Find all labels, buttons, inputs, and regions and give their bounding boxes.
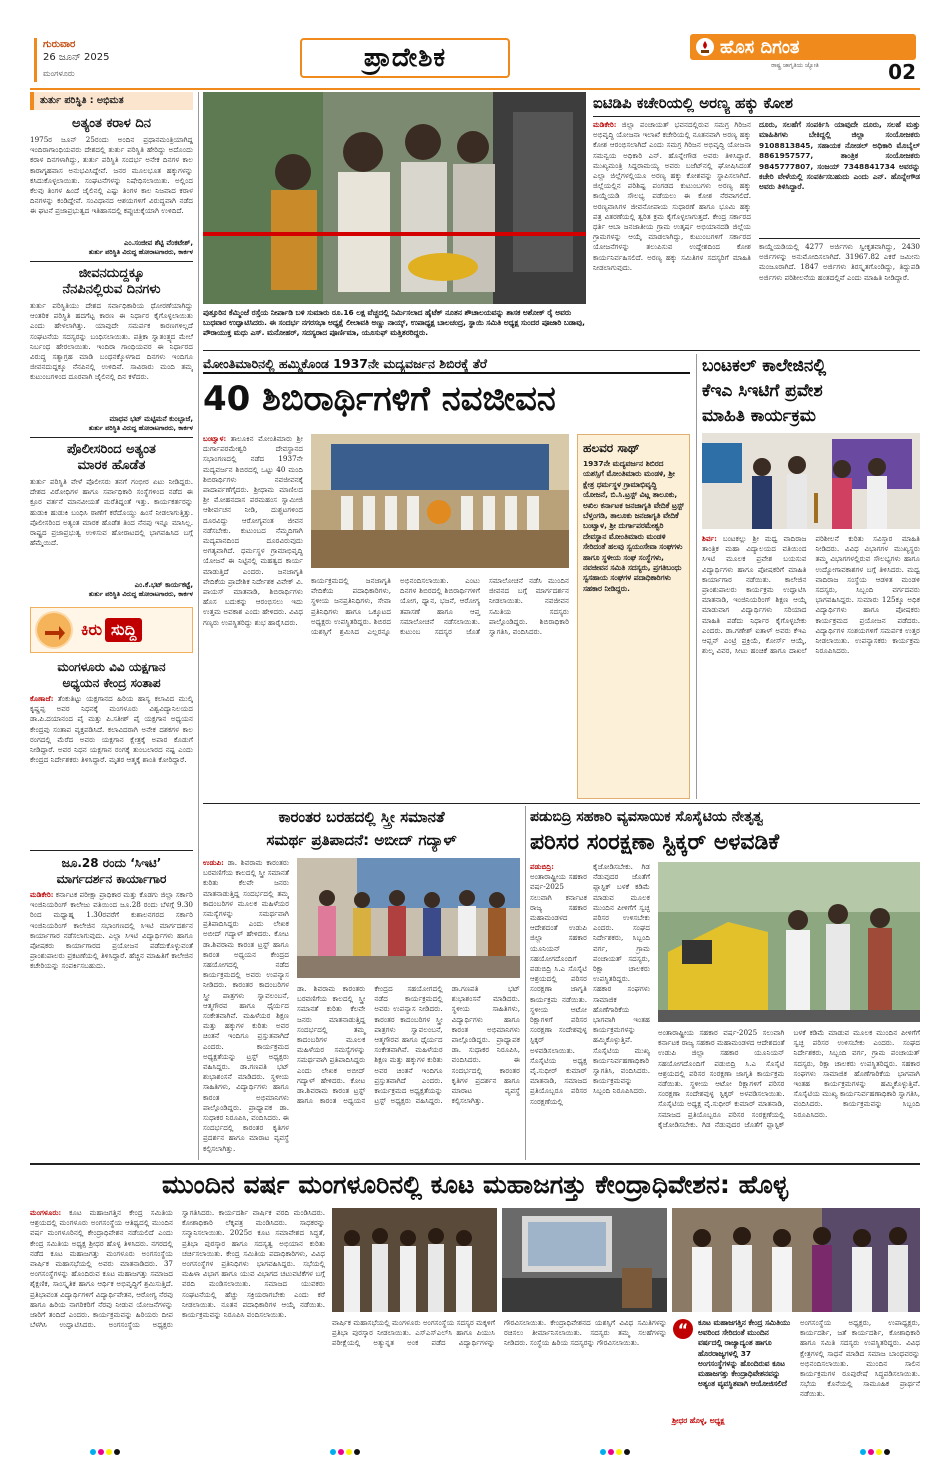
divider <box>696 354 697 799</box>
gender-headline-line2: ಸಮರ್ಥ ಪ್ರತಿಪಾದನೆ: ಅಬೀದ್ ಗದ್ಯಾಳ್ <box>266 831 457 849</box>
kota-headline: ಮುಂದಿನ ವರ್ಷ ಮಂಗಳೂರಿನಲ್ಲಿ ಕೂಟ ಮಹಾಜಗತ್ತು ಕೇಂದ್ರಾಧಿವೇಶನ: ಹೊಳ್ಳ <box>161 1170 789 1199</box>
registration-marks <box>860 1449 920 1455</box>
opinion-1-role: ತುರ್ತು ಪರಿಸ್ಥಿತಿ ವಿರುದ್ಧ ಹೋರಾಟಗಾರರು, ಕಾರ್ಕಳ <box>88 248 193 256</box>
header-date: 26 ಜೂನ್ 2025 <box>43 52 110 63</box>
forest-contact-text: ದೂರು, ಸಲಹೆಗೆ ಸಂಪರ್ಕಿಸಿ ಯಾವುದೇ ದೂರು, ಸಲಹೆ ಮತ್ತು ಮಾಹಿತಿಗಳು ಬೇಕಿದ್ದಲ್ಲಿ ಜಿಲ್ಲಾ ಸಂಯೋಜಕರು 9108813845, ಸಹಾಯಕ ನೋಡಲ್ ಅಧಿಕಾರಿ ಮೊಬೈಲ್ 8861957577, ತಾಂತ್ರಿಕ ಸಂಯೋಜಕರು 9845777807, ಸಂಜಯ್ 7348841734 ಅವರನ್ನು ಕಚೇರಿ ವೇಳೆಯಲ್ಲಿ ಸಂಪರ್ಕಿಸಬಹುದು ಎಂದು ಎನ್. ಹೊನ್ನೇಗೌಡ ಅವರು ತಿಳಿಸಿದ್ದಾರೆ. <box>759 120 920 192</box>
kota-body-left <box>30 1208 325 1440</box>
logo-text: ಹೊಸ ದಿಗಂತ <box>720 36 800 58</box>
gender-headline-line1: ಕಾರಂತರ ಬರಹದಲ್ಲಿ ಸ್ತ್ರೀ ಸಮಾನತೆ <box>278 808 445 826</box>
divider <box>593 116 920 117</box>
brief-2-title-line2: ಮಾರ್ಗದರ್ಶನ ಕಾರ್ಯಾಗಾರ <box>56 872 167 886</box>
gender-text: ಡಾ. ಶಿವರಾಮ ಕಾರಂತರು ಬರವಣಿಗೆಯ ಕಾಲದಲ್ಲಿ ಸ್ತ್ರೀ ಸಮಾನತೆ ಕುರಿತು ಕೆಲವೇ ಜನರು ಮಾತನಾಡುತ್ತಿದ್ದ ಸಂದರ್ಭದಲ್ಲಿ ತಮ್ಮ ಕಾದಂಬರಿಗಳ ಮೂಲಕ ಮಹಿಳೆಯರ ಸಮಸ್ಯೆಗಳನ್ನು ಸಮರ್ಥವಾಗಿ ಪ್ರತಿಪಾದಿಸಿದ್ದರು ಎಂದು ಲೇಖಕ ಅಬೀದ್ ಗದ್ಯಾಳ್ ಹೇಳಿದರು. ಕೋಟ ಡಾ.ಶಿವರಾಮ ಕಾರಂತ ಟ್ರಸ್ಟ್ ಹಾಗೂ ಕಾರಂತ ಅಧ್ಯಯನ ಕೇಂದ್ರದ ಸಹಯೋಗದಲ್ಲಿ ನಡೆದ ಕಾರ್ಯಕ್ರಮದಲ್ಲಿ ಅವರು ಉಪನ್ಯಾಸ ನೀಡಿದರು. ಕಾರಂತರ ಕಾದಂಬರಿಗಳ ಸ್ತ್ರೀ ಪಾತ್ರಗಳು ಸ್ವಾವಲಂಬನೆ, ಆತ್ಮಗೌರವ ಹಾಗೂ ಧೈರ್ಯದ ಸಂಕೇತವಾಗಿವೆ. ಮಹಿಳೆಯರ ಶಿಕ್ಷಣ ಮತ್ತು ಹಕ್ಕುಗಳ ಕುರಿತು ಅವರ ಚಿಂತನೆ ಇಂದಿಗೂ ಪ್ರಸ್ತುತವಾಗಿದೆ ಎಂದರು. ಕಾರ್ಯಕ್ರಮದ ಅಧ್ಯಕ್ಷತೆಯನ್ನು ಟ್ರಸ್ಟ್ ಅಧ್ಯಕ್ಷರು ವಹಿಸಿದ್ದರು. ಡಾ.ಗಣಪತಿ ಭಟ್ ಶುಭಾಶಂಸನೆ ಮಾಡಿದರು. ಸ್ಥಳೀಯ ಸಾಹಿತಿಗಳು, ವಿದ್ಯಾರ್ಥಿಗಳು ಹಾಗೂ ಕಾರಂತ ಅಭಿಮಾನಿಗಳು ಪಾಲ್ಗೊಂಡಿದ್ದರು. ಪ್ರಾಧ್ಯಾಪಕ ಡಾ. ಸುಧಾಕರ ನಿರೂಪಿಸಿ, ವಂದಿಸಿದರು. ಈ ಸಂದರ್ಭದಲ್ಲಿ ಕಾರಂತರ ಕೃತಿಗಳ ಪ್ರದರ್ಶನ ಹಾಗೂ ಮಾರಾಟ ವ್ಯವಸ್ಥೆ ಕಲ್ಪಿಸಲಾಗಿತ್ತು. <box>203 858 289 1153</box>
opinion-1-body: 1975ರ ಜೂನ್ 25ರಂದು ಅಂದಿನ ಪ್ರಧಾನಮಂತ್ರಿಯಾಗಿದ್ದ ಇಂದಿರಾಗಾಂಧಿಯವರು ದೇಶದಲ್ಲಿ ತುರ್ತು ಪರಿಸ್ಥಿತಿ ಹೇರಿದ್ದು ಅದೊಂದು ಕರಾಳ ದಿನಗಳಾಗಿದ್ದು, ತುರ್ತು ಪರಿಸ್ಥಿತಿ ಸಂದರ್ಭ ಅನೇಕ ದಿನಗಳ ಕಾಲ ಕಾರಾಗೃಹವಾಸ ಅನುಭವಿಸಿದ್ದೇವೆ. ಜನರ ಮೂಲಭೂತ ಹಕ್ಕುಗಳನ್ನು ಕಸಿದುಕೊಳ್ಳಲಾಯಿತು. ಸಂಘಟನೆಗಳನ್ನು ನಿಷೇಧಿಸಲಾಯಿತು. ಅಲ್ಲಿಂದ ಕೆಲವು ತಿಂಗಳ ಹಿಂದೆ ಜೈಲಿನಲ್ಲಿ ಎಷ್ಟು ತಿಂಗಳ ಕಾಲ ನಿಜವಾದ ಕರಾಳ ದಿನಗಳನ್ನು ಕಂಡಿದ್ದೇವೆ. ಸಂವಿಧಾನದ ಆಶಯಗಳಿಗೆ ವಿರುದ್ಧವಾಗಿ ನಡೆದ ಈ ಘಟನೆ ಪ್ರಜಾಪ್ರಭುತ್ವದ ಇತಿಹಾಸದಲ್ಲಿ ಕಪ್ಪುಚುಕ್ಕೆಯಾಗಿ ಉಳಿದಿದೆ. <box>30 135 193 216</box>
bantakal-dateline: ಶಿರ್ವ: <box>702 534 717 543</box>
brief-1-text: ತೆಂಕುತಿಟ್ಟು ಯಕ್ಷಗಾನದ ಹಿರಿಯ ಹಾಸ್ಯ ಕಲಾವಿದ ಮುಲ್ಕಿ ಕೃಷ್ಣಪ್ಪ ಅವರ ನಿಧನಕ್ಕೆ ಮಂಗಳೂರು ವಿಶ್ವವಿದ್ಯಾನಿಲಯದ ಡಾ.ಪಿ.ದಯಾನಂದ ಪೈ ಮತ್ತು ಪಿ.ಸತೀಶ್ ಪೈ ಯಕ್ಷಗಾನ ಅಧ್ಯಯನ ಕೇಂದ್ರವು ಸಂತಾಪ ವ್ಯಕ್ತಪಡಿಸಿದೆ. ಕಲಾವಿದರಾಗಿ ಅನೇಕ ದಶಕಗಳ ಕಾಲ ರಂಗದಲ್ಲಿ ಮೆರೆದ ಅವರು ಯಕ್ಷಗಾನ ಕ್ಷೇತ್ರಕ್ಕೆ ಅಪಾರ ಕೊಡುಗೆ ನೀಡಿದ್ದಾರೆ. ಅವರ ನಿಧನ ಯಕ್ಷಗಾನ ರಂಗಕ್ಕೆ ತುಂಬಲಾರದ ನಷ್ಟ ಎಂದು ಕೇಂದ್ರದ ನಿರ್ದೇಶಕರು ತಿಳಿಸಿದ್ದಾರೆ. ಮೃತರ ಆತ್ಮಕ್ಕೆ ಶಾಂತಿ ಕೋರಿದ್ದಾರೆ. <box>30 694 193 765</box>
masthead <box>30 34 920 86</box>
kota-quote-text: ಕೂಟ ಮಹಾಜಗತ್ತಿನ ಕೇಂದ್ರ ಸಮಿತಿಯು ಅವರಿಂದ ಸೇರಿದಂತೆ ಮುಂದಿನ ವರ್ಷದಲ್ಲಿ ರಾಜ್ಯಾದ್ಯಂತ ಹಾಗೂ ಹೊರರಾಜ್ಯಗಳಲ್ಲಿ 37 ಅಂಗಸಂಸ್ಥೆಗಳನ್ನು ಹೊಂದಿರುವ ಕೂಟ ಮಹಾಜಗತ್ತು ಕೇಂದ್ರಾಧಿವೇಶನವನ್ನು ಅತ್ಯಂತ ವ್ಯವಸ್ಥಿತವಾಗಿ ಆಯೋಜಿಸಲಿದೆ <box>698 1318 791 1389</box>
forest-rights-body <box>593 120 751 346</box>
opinion-3-role: ತುರ್ತು ಪರಿಸ್ಥಿತಿ ವಿರುದ್ಧ ಹೋರಾಟಗಾರರು, ಕಾರ್ಕಳ <box>88 590 193 598</box>
kota-photo-middle <box>502 1208 667 1312</box>
header-date-block <box>34 38 144 82</box>
kota-body-right: ಅಂಗಸಂಸ್ಥೆಯ ಅಧ್ಯಕ್ಷರು, ಉಪಾಧ್ಯಕ್ಷರು, ಕಾರ್ಯದರ್ಶಿ, ಜತೆ ಕಾರ್ಯದರ್ಶಿ, ಕೋಶಾಧಿಕಾರಿ ಹಾಗೂ ಸಮಿತಿ ಸದಸ್ಯರು ಉಪಸ್ಥಿತರಿದ್ದರು. ವಿವಿಧ ಕ್ಷೇತ್ರಗಳಲ್ಲಿ ಸಾಧನೆ ಮಾಡಿದ ಸಮಾಜ ಬಾಂಧವರನ್ನು ಅಭಿನಂದಿಸಲಾಯಿತು. ಮುಂದಿನ ಸಾಲಿನ ಕಾರ್ಯಕ್ರಮಗಳ ರೂಪುರೇಷೆ ಸಿದ್ಧಪಡಿಸಲಾಯಿತು. ಸಭೆಯ ಕೊನೆಯಲ್ಲಿ ಸಾಮೂಹಿಕ ಪ್ರಾರ್ಥನೆ ನಡೆಯಿತು. <box>800 1318 920 1399</box>
divider <box>30 850 193 851</box>
opinion-3-sign: ಎಂ.ಕೆ.ಭಟ್ ಕಾರ್ಯಕಟ್ಟೆ, <box>134 581 193 589</box>
supporters-box <box>577 434 690 799</box>
sidebar-column <box>30 92 193 1160</box>
brief-2-title-line1: ಜೂ.28 ರಂದು ‘ಸಿಇಟಿ’ <box>61 856 162 870</box>
header-rule <box>30 88 920 90</box>
inauguration-photo <box>203 92 586 304</box>
divider <box>30 437 193 438</box>
registration-marks <box>90 1449 150 1455</box>
registration-marks <box>600 1449 660 1455</box>
header-city: ಮಂಗಳೂರು <box>43 69 75 78</box>
opinion-3-title-line2: ಮಾರಕ ಹೊಡೆತ <box>77 458 146 473</box>
divider <box>759 238 920 239</box>
kota-photo-right <box>672 1208 920 1312</box>
sticker-dateline: ಪಡುಬಿದ್ರಿ: <box>530 862 554 871</box>
brief-2 <box>30 855 193 1040</box>
suddi-label: ಸುದ್ದಿ <box>105 618 142 642</box>
brief-2-text: ಕರ್ನಾಟಕ ಪರೀಕ್ಷಾ ಪ್ರಾಧಿಕಾರ ಮತ್ತು ಕೊಡಗು ಜಿಲ್ಲಾ ಸರ್ಕಾರಿ ಇಂಜಿನಿಯರಿಂಗ್ ಕಾಲೇಜು ವತಿಯಿಂದ ಜೂ.28 ರಂದು ಬೆಳಗ್ಗೆ 9.30 ರಿಂದ ಮಧ್ಯಾಹ್ನ 1.30ರವರೆಗೆ ಕುಶಾಲನಗರದ ಸರ್ಕಾರಿ ಇಂಜಿನಿಯರಿಂಗ್ ಕಾಲೇಜಿನ ಸಭಾಂಗಣದಲ್ಲಿ ಸಿಇಟಿ ಮಾರ್ಗದರ್ಶನ ಕಾರ್ಯಾಗಾರ ನಡೆಸಲಾಗುವುದು. ಎಲ್ಲಾ ಸಿಇಟಿ ವಿದ್ಯಾರ್ಥಿಗಳು ಹಾಗೂ ಪೋಷಕರು ಕಾರ್ಯಾಗಾರದ ಪ್ರಯೋಜನ ಪಡೆದುಕೊಳ್ಳುವಂತೆ ಪ್ರಾಂಶುಪಾಲರು ಪ್ರಕಟಣೆಯಲ್ಲಿ ತಿಳಿಸಿದ್ದಾರೆ. ಹೆಚ್ಚಿನ ಮಾಹಿತಿಗೆ ಕಾಲೇಜಿನ ಕಚೇರಿಯನ್ನು ಸಂಪರ್ಕಿಸಬಹುದು. <box>30 890 193 971</box>
kiru-label: ಕಿರು <box>81 620 103 639</box>
brief-1-title-line2: ಅಧ್ಯಯನ ಕೇಂದ್ರ ಸಂತಾಪ <box>62 676 161 690</box>
gender-body-right: ಡಾ. ಶಿವರಾಮ ಕಾರಂತರು ಬರವಣಿಗೆಯ ಕಾಲದಲ್ಲಿ ಸ್ತ್ರೀ ಸಮಾನತೆ ಕುರಿತು ಕೆಲವೇ ಜನರು ಮಾತನಾಡುತ್ತಿದ್ದ ಸಂದರ್ಭದಲ್ಲಿ ತಮ್ಮ ಕಾದಂಬರಿಗಳ ಮೂಲಕ ಮಹಿಳೆಯರ ಸಮಸ್ಯೆಗಳನ್ನು ಸಮರ್ಥವಾಗಿ ಪ್ರತಿಪಾದಿಸಿದ್ದರು ಎಂದು ಲೇಖಕ ಅಬೀದ್ ಗದ್ಯಾಳ್ ಹೇಳಿದರು. ಕೋಟ ಡಾ.ಶಿವರಾಮ ಕಾರಂತ ಟ್ರಸ್ಟ್ ಹಾಗೂ ಕಾರಂತ ಅಧ್ಯಯನ ಕೇಂದ್ರದ ಸಹಯೋಗದಲ್ಲಿ ನಡೆದ ಕಾರ್ಯಕ್ರಮದಲ್ಲಿ ಅವರು ಉಪನ್ಯಾಸ ನೀಡಿದರು. ಕಾರಂತರ ಕಾದಂಬರಿಗಳ ಸ್ತ್ರೀ ಪಾತ್ರಗಳು ಸ್ವಾವಲಂಬನೆ, ಆತ್ಮಗೌರವ ಹಾಗೂ ಧೈರ್ಯದ ಸಂಕೇತವಾಗಿವೆ. ಮಹಿಳೆಯರ ಶಿಕ್ಷಣ ಮತ್ತು ಹಕ್ಕುಗಳ ಕುರಿತು ಅವರ ಚಿಂತನೆ ಇಂದಿಗೂ ಪ್ರಸ್ತುತವಾಗಿದೆ ಎಂದರು. ಕಾರ್ಯಕ್ರಮದ ಅಧ್ಯಕ್ಷತೆಯನ್ನು ಟ್ರಸ್ಟ್ ಅಧ್ಯಕ್ಷರು ವಹಿಸಿದ್ದರು. ಡಾ.ಗಣಪತಿ ಭಟ್ ಶುಭಾಶಂಸನೆ ಮಾಡಿದರು. ಸ್ಥಳೀಯ ಸಾಹಿತಿಗಳು, ವಿದ್ಯಾರ್ಥಿಗಳು ಹಾಗೂ ಕಾರಂತ ಅಭಿಮಾನಿಗಳು ಪಾಲ್ಗೊಂಡಿದ್ದರು. ಪ್ರಾಧ್ಯಾಪಕ ಡಾ. ಸುಧಾಕರ ನಿರೂಪಿಸಿ, ವಂದಿಸಿದರು. ಈ ಸಂದರ್ಭದಲ್ಲಿ ಕಾರಂತರ ಕೃತಿಗಳ ಪ್ರದರ್ಶನ ಹಾಗೂ ಮಾರಾಟ ವ್ಯವಸ್ಥೆ ಕಲ್ಪಿಸಲಾಗಿತ್ತು. <box>297 984 520 1106</box>
brief-1-title-line1: ಮಂಗಳೂರು ವಿವಿ ಯಕ್ಷಗಾನ <box>57 660 166 674</box>
deaddiction-body-right: ಕಾರ್ಯಕ್ರಮದಲ್ಲಿ ಜನಜಾಗೃತಿ ವೇದಿಕೆಯ ಪದಾಧಿಕಾರಿಗಳು, ಸ್ಥಳೀಯ ಜನಪ್ರತಿನಿಧಿಗಳು, ಸೇವಾ ಪ್ರತಿನಿಧಿಗಳು ಹಾಗೂ ಒಕ್ಕೂಟದ ಅಧ್ಯಕ್ಷರು ಉಪಸ್ಥಿತರಿದ್ದರು. ಶಿಬಿರದ ಯಶಸ್ಸಿಗೆ ಶ್ರಮಿಸಿದ ಎಲ್ಲರನ್ನೂ ಅಭಿನಂದಿಸಲಾಯಿತು. ಎಂಟು ದಿನಗಳ ಶಿಬಿರದಲ್ಲಿ ಶಿಬಿರಾರ್ಥಿಗಳಿಗೆ ಯೋಗ, ಧ್ಯಾನ, ಭಜನೆ, ಆರೋಗ್ಯ ತಪಾಸಣೆ ಹಾಗೂ ಆಪ್ತ ಸಮಾಲೋಚನೆ ನಡೆಸಲಾಯಿತು. ಕುಟುಂಬ ಸದಸ್ಯರ ಜೊತೆ ಸಮಾಲೋಚನೆ ನಡೆಸಿ ಮುಂದಿನ ಜೀವನದ ಬಗ್ಗೆ ಮಾರ್ಗದರ್ಶನ ನೀಡಲಾಯಿತು. ನವಜೀವನ ಸಮಿತಿಯ ಸದಸ್ಯರು ಪಾಲ್ಗೊಂಡಿದ್ದರು. ಶಿಬಿರಾಧಿಕಾರಿ ಸ್ವಾಗತಿಸಿ, ವಂದಿಸಿದರು. <box>311 576 569 637</box>
sticker-body-left <box>530 862 650 1160</box>
brief-2-dateline: ಮಡಿಕೇರಿ: <box>30 890 54 899</box>
forest-rights-stats: ಕಾಯ್ದೆಯಡಿಯಲ್ಲಿ 4277 ಅರ್ಜಿಗಳು ಸ್ವೀಕೃತವಾಗಿದ್ದು, 2430 ಅರ್ಜಿಗಳನ್ನು ಅನುಮೋದಿಸಲಾಗಿದೆ. 31967.82 ಎಕರೆ ಜಮೀನು ಮಂಜೂರಾಗಿದೆ. 1847 ಅರ್ಜಿಗಳು ತಿರಸ್ಕೃತಗೊಂಡಿದ್ದು, ತಿದ್ದುಪಡಿ ಅರ್ಜಿಗಳು ಪರಿಶೀಲನೆಯ ಹಂತದಲ್ಲಿವೆ ಎಂದು ಮಾಹಿತಿ ನೀಡಿದ್ದಾರೆ. <box>759 242 920 282</box>
opinion-2-body: ತುರ್ತು ಪರಿಸ್ಥಿತಿಯು ದೇಶದ ಸರ್ವಾಧಿಕಾರಿಯ ಧೋರಣೆಯಾಗಿದ್ದು ಆಂತರಿಕ ಪರಿಸ್ಥಿತಿ ಹದಗೆಟ್ಟ ಕಾರಣ ಈ ನಿರ್ಧಾರ ಕೈಗೊಳ್ಳಲಾಯಿತು ಎಂದು ಹೇಳಲಾಗಿತ್ತು. ಯಾವುದೇ ಸಮರ್ಪಕ ಕಾರಣಗಳಿಲ್ಲದೆ ಸಂಘಟನೆಯ ಸದಸ್ಯರನ್ನು ಬಂಧಿಸಲಾಯಿತು. ಪತ್ರಿಕಾ ಸ್ವಾತಂತ್ರ್ಯದ ಮೇಲೆ ನಿರ್ಬಂಧ ಹೇರಲಾಯಿತು. ಇಂದಿರಾ ಗಾಂಧಿಯವರ ಈ ನಿರ್ಧಾರದ ವಿರುದ್ಧ ಸತ್ಯಾಗ್ರಹ ಮಾಡಿ ಬಂಧನಕ್ಕೊಳಗಾದ ದಿನಗಳು ಇಂದಿಗೂ ಜೀವನದುದ್ದಕ್ಕೂ ನೆನಪಿನಲ್ಲಿ ಉಳಿದಿವೆ. ಸಾವಿರಾರು ಮಂದಿ ತಮ್ಮ ಕುಟುಂಬಗಳಿಂದ ದೂರವಾಗಿ ಜೈಲಿನಲ್ಲಿ ದಿನ ಕಳೆದರು. <box>30 301 193 382</box>
logo-lamp-icon <box>696 38 714 56</box>
sticker-headline: ಪರಿಸರ ಸಂರಕ್ಷಣಾ ಸ್ಟಿಕ್ಕರ್ ಅಳವಡಿಕೆ <box>530 830 780 855</box>
sticker-body-right: ಅಂತಾರಾಷ್ಟ್ರೀಯ ಸಹಕಾರ ವರ್ಷ-2025 ಸಲುವಾಗಿ ಕರ್ನಾಟಕ ರಾಜ್ಯ ಸಹಕಾರ ಮಹಾಮಂಡಳದ ಆದೇಶದಂತೆ ಉಡುಪಿ ಜಿಲ್ಲಾ ಸಹಕಾರ ಯೂನಿಯನ್ ಸಹಯೋಗದೊಂದಿಗೆ ಪಡುಬಿದ್ರಿ ಸಿ.ಎ ಸೊಸೈಟಿ ಆಶ್ರಯದಲ್ಲಿ ಪರಿಸರ ಸಂರಕ್ಷಣಾ ಜಾಗೃತಿ ಕಾರ್ಯಕ್ರಮ ನಡೆಯಿತು. ಸ್ಥಳೀಯ ಆಟೋ ರಿಕ್ಷಾಗಳಿಗೆ ಪರಿಸರ ಸಂರಕ್ಷಣಾ ಸಂದೇಶವುಳ್ಳ ಸ್ಟಿಕ್ಕರ್ ಅಳವಡಿಸಲಾಯಿತು. ಸೊಸೈಟಿಯ ಅಧ್ಯಕ್ಷ ವೈ.ಸುಧೀರ್ ಕುಮಾರ್ ಮಾತನಾಡಿ, ಸಮಾಜದ ಪ್ರತಿಯೊಬ್ಬರೂ ಪರಿಸರ ಸಂರಕ್ಷಣೆಯಲ್ಲಿ ಕೈಜೋಡಿಸಬೇಕು. ಗಿಡ ನೆಡುವುದರ ಜೊತೆಗೆ ಪ್ಲಾಸ್ಟಿಕ್ ಬಳಕೆ ಕಡಿಮೆ ಮಾಡುವ ಮೂಲಕ ಮುಂದಿನ ಪೀಳಿಗೆಗೆ ಸ್ವಚ್ಛ ಪರಿಸರ ಉಳಿಸಬೇಕು ಎಂದರು. ಸಂಘದ ನಿರ್ದೇಶಕರು, ಸಿಬ್ಬಂದಿ ವರ್ಗ, ಗ್ರಾಮ ಪಂಚಾಯತ್ ಸದಸ್ಯರು, ರಿಕ್ಷಾ ಚಾಲಕರು ಉಪಸ್ಥಿತರಿದ್ದರು. ಸಹಕಾರ ಸಂಘಗಳು ಸಾಮಾಜಿಕ ಹೊಣೆಗಾರಿಕೆಯ ಭಾಗವಾಗಿ ಇಂತಹ ಕಾರ್ಯಕ್ರಮಗಳನ್ನು ಹಮ್ಮಿಕೊಳ್ಳುತ್ತಿವೆ. ಸೊಸೈಟಿಯ ಮುಖ್ಯ ಕಾರ್ಯನಿರ್ವಹಣಾಧಿಕಾರಿ ಸ್ವಾಗತಿಸಿ, ವಂದಿಸಿದರು. ಕಾರ್ಯಕ್ರಮವನ್ನು ಸಿಬ್ಬಂದಿ ನಿರೂಪಿಸಿದರು. <box>658 1028 920 1129</box>
brief-2-body <box>30 890 193 1040</box>
kota-quote-box <box>672 1318 792 1436</box>
brief-1-dateline: ಕೊಣಾಜೆ: <box>30 694 54 703</box>
forest-rights-text: ಜಿಲ್ಲಾ ಪಂಚಾಯತ್ ಭವನದಲ್ಲಿರುವ ಸಮಗ್ರ ಗಿರಿಜನ ಅಭಿವೃದ್ಧಿ ಯೋಜನಾ ಇಲಾಖೆ ಕಚೇರಿಯಲ್ಲಿ ನೂತನವಾಗಿ ಅರಣ್ಯ ಹಕ್ಕು ಕೋಶ ಆರಂಭಿಸಲಾಗಿದೆ ಎಂದು ಸಮಗ್ರ ಗಿರಿಜನ ಅಭಿವೃದ್ಧಿ ಯೋಜನಾ ಸಮನ್ವಯ ಅಧಿಕಾರಿ ಎನ್. ಹೊನ್ನೇಗೌಡ ಅವರು ತಿಳಿಸಿದ್ದಾರೆ. ಮುಖ್ಯಮಂತ್ರಿ ಸಿದ್ದರಾಮಯ್ಯ ಅವರು ಬಜೆಟ್‌ನಲ್ಲಿ ಘೋಷಿಸಿದಂತೆ ಎಲ್ಲಾ ಜಿಲ್ಲೆಗಳಲ್ಲಿಯೂ ಅರಣ್ಯ ಹಕ್ಕು ಕೋಶವನ್ನು ಸ್ಥಾಪಿಸಲಾಗಿದೆ. ಜಿಲ್ಲೆಯಲ್ಲಿನ ಪರಿಶಿಷ್ಟ ಪಂಗಡದ ಕುಟುಂಬಗಳು ಅರಣ್ಯ ಹಕ್ಕು ಕಾಯ್ದೆಯಡಿ ಸೌಲಭ್ಯ ಪಡೆಯಲು ಈ ಕೋಶ ನೆರವಾಗಲಿದೆ. ಅರಣ್ಯವಾಸಿಗಳ ಜೀವನೋಪಾಯ ಸುಧಾರಣೆ ಹಾಗೂ ಭೂಮಿ ಹಕ್ಕು ಪತ್ರ ವಿತರಣೆಯಲ್ಲಿ ತ್ವರಿತ ಕ್ರಮ ಕೈಗೊಳ್ಳಲಾಗುತ್ತದೆ. ಕೇಂದ್ರ ಸರ್ಕಾರದ ಧರ್ತಿ ಆಬಾ ಜನಜಾತೀಯ ಗ್ರಾಮ ಉತ್ಕರ್ಷ ಅಭಿಯಾನದಡಿ ಜಿಲ್ಲೆಯ ಗ್ರಾಮಗಳನ್ನು ಆಯ್ಕೆ ಮಾಡಲಾಗಿದ್ದು, ಕುಟುಂಬಗಳಿಗೆ ಸರ್ಕಾರದ ಯೋಜನೆಗಳನ್ನು ತಲುಪಿಸುವ ಉದ್ದೇಶದಿಂದ ಕೋಶ ಕಾರ್ಯನಿರ್ವಹಿಸಲಿದೆ. ಅರಣ್ಯ ಹಕ್ಕು ಸಮಿತಿಗಳ ಸದಸ್ಯರಿಗೆ ಮಾಹಿತಿ ನೀಡಲಾಗುವುದು. <box>593 120 751 272</box>
bantakal-headline-line2: ಕೆಇಎ ಸಿಇಟಿಗೆ ಪ್ರವೇಶ <box>702 381 823 401</box>
opinion-2-role: ತುರ್ತು ಪರಿಸ್ಥಿತಿ ವಿರುದ್ಧ ಹೋರಾಟಗಾರರು, ಕಾರ್ಕಳ <box>88 424 193 432</box>
pointing-hand-icon <box>35 611 73 649</box>
logo-box <box>690 34 916 60</box>
brief-1-body <box>30 694 193 846</box>
deaddiction-photo <box>311 434 569 568</box>
sticker-story <box>530 806 920 1160</box>
deaddiction-kicker: ಮೋಂತಿಮಾರಿನಲ್ಲಿ ಹಮ್ಮಿಕೊಂಡ 1937ನೇ ಮದ್ಯವರ್ಜನ ಶಿಬಿರಕ್ಕೆ ತೆರೆ <box>203 354 690 374</box>
opinion-2-title-line2: ನೆನಪಿನಲ್ಲಿರುವ ದಿನಗಳು <box>62 282 161 297</box>
header-day: ಗುರುವಾರ <box>43 39 76 50</box>
opinion-3-title-line1: ಪೊಲೀಸರಿಂದ ಅತ್ಯಂತ <box>67 442 156 457</box>
bantakal-text: ಬಂಟಕಲ್ಲು ಶ್ರೀ ಮಧ್ವ ವಾದಿರಾಜ ತಾಂತ್ರಿಕ ಮಹಾ ವಿದ್ಯಾಲಯದ ವತಿಯಿಂದ ಸಿಇಟಿ ಮೂಲಕ ಪ್ರವೇಶ ಬಯಸುವ ವಿದ್ಯಾರ್ಥಿಗಳು ಹಾಗೂ ಪೋಷಕರಿಗೆ ಮಾಹಿತಿ ಕಾರ್ಯಾಗಾರ ನಡೆಯಿತು. ಕಾಲೇಜಿನ ಪ್ರಾಂಶುಪಾಲರು ಕಾರ್ಯಕ್ರಮ ಉದ್ಘಾಟಿಸಿ ಮಾತನಾಡಿ, ಇಂಜಿನಿಯರಿಂಗ್ ಶಿಕ್ಷಣ ಆಯ್ಕೆ ಮಾಡುವಾಗ ವಿದ್ಯಾರ್ಥಿಗಳು ಸರಿಯಾದ ಮಾಹಿತಿ ಪಡೆದು ನಿರ್ಧಾರ ಕೈಗೊಳ್ಳಬೇಕು ಎಂದರು. ಡಾ.ಗಣೇಶ್ ಐತಾಳ್ ಅವರು ಕೆಇಎ ಆಪ್ಷನ್ ಎಂಟ್ರಿ ಪ್ರಕ್ರಿಯೆ, ಕೋರ್ಸ್ ಆಯ್ಕೆ, ಶುಲ್ಕ ವಿವರ, ಸೀಟು ಹಂಚಿಕೆ ಹಾಗೂ ದಾಖಲೆ ಪರಿಶೀಲನೆ ಕುರಿತು ಸವಿಸ್ತಾರ ಮಾಹಿತಿ ನೀಡಿದರು. ವಿವಿಧ ವಿಭಾಗಗಳ ಮುಖ್ಯಸ್ಥರು ತಮ್ಮ ವಿಭಾಗಗಳಲ್ಲಿರುವ ಸೌಲಭ್ಯಗಳು ಹಾಗೂ ಉದ್ಯೋಗಾವಕಾಶಗಳ ಬಗ್ಗೆ ತಿಳಿಸಿದರು. ಮಧ್ವ ವಾದಿರಾಜ ಸಂಸ್ಥೆಯ ಆಡಳಿತ ಮಂಡಳಿ ಸದಸ್ಯರು, ಸಿಬ್ಬಂದಿ ವರ್ಗದವರು ಭಾಗವಹಿಸಿದ್ದರು. ಸುಮಾರು 125ಕ್ಕೂ ಅಧಿಕ ವಿದ್ಯಾರ್ಥಿಗಳು ಹಾಗೂ ಪೋಷಕರು ಕಾರ್ಯಕ್ರಮದ ಪ್ರಯೋಜನ ಪಡೆದರು. ವಿದ್ಯಾರ್ಥಿಗಳ ಸಂಶಯಗಳಿಗೆ ಸಮರ್ಪಕ ಉತ್ತರ ನೀಡಲಾಯಿತು. ಉಪನ್ಯಾಸಕರು ಕಾರ್ಯಕ್ರಮ ನಿರೂಪಿಸಿದರು. <box>702 534 920 656</box>
bantakal-headline-line3: ಮಾಹಿತಿ ಕಾರ್ಯಕ್ರಮ <box>702 406 816 426</box>
opinion-1-sign: ಎಂ.ಸಂಜೀವ ಶೆಟ್ಟಿ ವೆಂಕಟೇಶ್, <box>123 239 193 247</box>
deaddiction-body-left <box>203 434 303 799</box>
opinion-2-sign: ಮಾಧವ ಭಟ್ ಮಟ್ಟಿಮನೆ ಕುಂಬ್ಳಾಜೆ, <box>109 415 193 423</box>
column-title-bar: ತುರ್ತು ಪರಿಸ್ಥಿತಿ : ಅಭಿಮತ <box>30 92 193 110</box>
supporters-box-title: ಹಲವರ ಸಾಥ್ <box>583 441 640 455</box>
registration-marks <box>330 1449 390 1455</box>
bantakal-headline-line1: ಬಂಟಕಲ್ ಕಾಲೇಜಿನಲ್ಲಿ <box>702 356 827 376</box>
sidebar-divider <box>198 92 199 1160</box>
gender-photo <box>297 858 520 978</box>
inauguration-caption: ಪುತ್ತೂರಿನ ಕೆಮ್ಮಿಂಜೆ ರಸ್ತೆಯ ನೀರ್ಪಾಡಿ ಬಳಿ ಸುಮಾರು ರೂ.16 ಲಕ್ಷ ವೆಚ್ಚದಲ್ಲಿ ನಿರ್ಮಿಸಲಾದ ಹೈಟೆಕ್ ನೂತನ ಶೌಚಾಲಯವನ್ನು ಶಾಸಕ ಅಶೋಕ್ ರೈ ಅವರು ಬುಧವಾರ ಉದ್ಘಾಟಿಸಿದರು. ಈ ಸಂದರ್ಭ ನಗರಸಭಾ ಅಧ್ಯಕ್ಷೆ ಲೀಲಾವತಿ ಅಣ್ಣು ನಾಯ್ಕ್, ಉಪಾಧ್ಯಕ್ಷ ಬಾಲಚಂದ್ರ, ಸ್ಥಾಯಿ ಸಮಿತಿ ಅಧ್ಯಕ್ಷ ಸುಂದರ ಪೂಜಾರಿ ಬಡಾವು, ಪೌರಾಯುಕ್ತ ಮಧು ಎಸ್. ಮನೋಹರ್, ಸದಸ್ಯರಾದ ಪೂರ್ಣಿಮಾ, ಯೂಸುಫ್ ಮತ್ತಿತರರಿದ್ದರು. <box>203 308 585 337</box>
kota-text: ಕೂಟ ಮಹಾಜಗತ್ತಿನ ಕೇಂದ್ರ ಸಮಿತಿಯ ಆಶ್ರಯದಲ್ಲಿ ಮಂಗಳೂರು ಅಂಗಸಂಸ್ಥೆಯ ಆತಿಥ್ಯದಲ್ಲಿ ಮುಂದಿನ ವರ್ಷ ಮಂಗಳೂರಿನಲ್ಲಿ ಕೇಂದ್ರಾಧಿವೇಶನ ನಡೆಯಲಿದೆ ಎಂದು ಕೇಂದ್ರ ಸಮಿತಿಯ ಅಧ್ಯಕ್ಷ ಶ್ರೀಧರ ಹೊಳ್ಳ ತಿಳಿಸಿದರು. ನಗರದಲ್ಲಿ ನಡೆದ ಕೂಟ ಮಹಾಜಗತ್ತು ಮಂಗಳೂರು ಅಂಗಸಂಸ್ಥೆಯ ವಾರ್ಷಿಕ ಮಹಾಸಭೆಯಲ್ಲಿ ಅವರು ಮಾತನಾಡಿದರು. 37 ಅಂಗಸಂಸ್ಥೆಗಳನ್ನು ಹೊಂದಿರುವ ಕೂಟ ಮಹಾಜಗತ್ತು ಸಮಾಜದ ಶೈಕ್ಷಣಿಕ, ಸಾಂಸ್ಕೃತಿಕ ಹಾಗೂ ಆರ್ಥಿಕ ಅಭಿವೃದ್ಧಿಗೆ ಶ್ರಮಿಸುತ್ತಿದೆ. ಪ್ರತಿಭಾವಂತ ವಿದ್ಯಾರ್ಥಿಗಳಿಗೆ ವಿದ್ಯಾರ್ಥಿವೇತನ, ಆರೋಗ್ಯ ನೆರವು ಹಾಗೂ ಹಿರಿಯ ನಾಗರಿಕರಿಗೆ ನೆರವು ನೀಡುವ ಯೋಜನೆಗಳನ್ನು ಜಾರಿಗೆ ತಂದಿದೆ ಎಂದರು. ಕಾರ್ಯಕ್ರಮವನ್ನು ಹಿರಿಯರು ದೀಪ ಬೆಳಗಿಸಿ ಉದ್ಘಾಟಿಸಿದರು. ಅಂಗಸಂಸ್ಥೆಯ ಅಧ್ಯಕ್ಷರು ಸ್ವಾಗತಿಸಿದರು. ಕಾರ್ಯದರ್ಶಿ ವಾರ್ಷಿಕ ವರದಿ ಮಂಡಿಸಿದರು. ಕೋಶಾಧಿಕಾರಿ ಲೆಕ್ಕಪತ್ರ ಮಂಡಿಸಿದರು. ಸಾಧಕರನ್ನು ಸನ್ಮಾನಿಸಲಾಯಿತು. 2025ರ ಕೂಟ ಸಮಾವೇಶದ ಸಿದ್ಧತೆ, ಪ್ರತಿಭಾ ಪುರಸ್ಕಾರ ಹಾಗೂ ಸದಸ್ಯತ್ವ ಅಭಿಯಾನ ಕುರಿತು ಚರ್ಚಿಸಲಾಯಿತು. ಕೇಂದ್ರ ಸಮಿತಿಯ ಪದಾಧಿಕಾರಿಗಳು, ವಿವಿಧ ಅಂಗಸಂಸ್ಥೆಗಳ ಪ್ರತಿನಿಧಿಗಳು ಭಾಗವಹಿಸಿದ್ದರು. ಸಭೆಯಲ್ಲಿ ಮಹಿಳಾ ವಿಭಾಗ ಹಾಗೂ ಯುವ ವಿಭಾಗದ ಚಟುವಟಿಕೆಗಳ ಬಗ್ಗೆ ವರದಿ ಮಂಡಿಸಲಾಯಿತು. ಸಮಾಜದ ಯುವಕರು ಸಂಘಟನೆಯಲ್ಲಿ ಹೆಚ್ಚು ಸಕ್ರಿಯರಾಗಬೇಕು ಎಂದು ಕರೆ ನೀಡಲಾಯಿತು. ನೂತನ ಪದಾಧಿಕಾರಿಗಳ ಆಯ್ಕೆ ನಡೆಯಿತು. ಕಾರ್ಯಕ್ರಮವನ್ನು ನಿರೂಪಿಸಿ ವಂದಿಸಲಾಯಿತು. <box>30 1208 325 1330</box>
logo-tagline: ರಾಷ್ಟ್ರ ಜಾಗೃತಿಯ ಜ್ಯೋತಿ <box>771 62 819 69</box>
deaddiction-dateline: ಬಂಟ್ವಾಳ: <box>203 434 227 443</box>
opinion-2 <box>30 266 193 433</box>
divider <box>203 803 920 804</box>
section-title: ಪ್ರಾದೇಶಿಕ <box>363 42 447 73</box>
kiru-suddi-banner <box>30 607 193 653</box>
gender-body-left <box>203 858 289 1160</box>
bantakal-body <box>702 534 920 794</box>
bantakal-photo <box>702 433 920 529</box>
opinion-1-title: ಅತ್ಯಂತ ಕರಾಳ ದಿನ <box>72 116 151 131</box>
deaddiction-text-left: ತಾಲೂಕಿನ ಮೋಂತಿಮಾರು ಶ್ರೀ ದುರ್ಗಾಪರಮೇಶ್ವರಿ ದೇವಸ್ಥಾನದ ಸಭಾಂಗಣದಲ್ಲಿ ನಡೆದ 1937ನೇ ಮದ್ಯವರ್ಜನ ಶಿಬಿರದಲ್ಲಿ ಒಟ್ಟು 40 ಮಂದಿ ಶಿಬಿರಾರ್ಥಿಗಳು ನವಜೀವನಕ್ಕೆ ಪಾದಾರ್ಪಣೆಗೈದರು. ಶ್ರೀಧಾಮ ಮಾಣಿಲದ ಶ್ರೀ ಮೋಹನದಾಸ ಪರಮಹಂಸ ಸ್ವಾಮೀಜಿ ಆಶೀರ್ವಚನ ನೀಡಿ, ದುಶ್ಚಟಗಳಿಂದ ದೂರವಿದ್ದು ಆರೋಗ್ಯವಂತ ಜೀವನ ನಡೆಸಬೇಕು. ಕುಟುಂಬದ ನೆಮ್ಮದಿಗಾಗಿ ಮದ್ಯಪಾನದಿಂದ ದೂರವಿರುವುದು ಅಗತ್ಯವಾಗಿದೆ. ಧರ್ಮಸ್ಥಳ ಗ್ರಾಮಾಭಿವೃದ್ಧಿ ಯೋಜನೆ ಈ ನಿಟ್ಟಿನಲ್ಲಿ ಮಹತ್ವದ ಕಾರ್ಯ ಮಾಡುತ್ತಿದೆ ಎಂದರು. ಜನಜಾಗೃತಿ ವೇದಿಕೆಯ ಪ್ರಾದೇಶಿಕ ನಿರ್ದೇಶಕ ವಿವೇಕ್ ವಿ. ಪಾಯಸ್ ಮಾತನಾಡಿ, ಶಿಬಿರಾರ್ಥಿಗಳು ಹೊಸ ಬದುಕನ್ನು ಆರಂಭಿಸಲು ಇದು ಉತ್ತಮ ಅವಕಾಶ ಎಂದು ಹೇಳಿದರು. ವಿವಿಧ ಗಣ್ಯರು ಉಪಸ್ಥಿತರಿದ್ದು ಶುಭ ಹಾರೈಸಿದರು. <box>203 434 303 627</box>
divider <box>525 806 526 1160</box>
svg-text:“: “ <box>677 1320 689 1339</box>
section-title-box <box>300 38 510 78</box>
forest-contact-box <box>759 120 920 234</box>
page-number: 02 <box>888 60 916 84</box>
kota-body-middle: ವಾರ್ಷಿಕ ಮಹಾಸಭೆಯಲ್ಲಿ ಮಂಗಳೂರು ಅಂಗಸಂಸ್ಥೆಯ ಸದಸ್ಯರ ಮಕ್ಕಳಿಗೆ ಪ್ರತಿಭಾ ಪುರಸ್ಕಾರ ನೀಡಲಾಯಿತು. ಎಸ್ಎಸ್ಎಲ್‌ಸಿ ಹಾಗೂ ಪಿಯುಸಿ ಪರೀಕ್ಷೆಯಲ್ಲಿ ಅತ್ಯುನ್ನತ ಅಂಕ ಪಡೆದ ವಿದ್ಯಾರ್ಥಿಗಳನ್ನು ಗೌರವಿಸಲಾಯಿತು. ಕೇಂದ್ರಾಧಿವೇಶನದ ಯಶಸ್ಸಿಗೆ ವಿವಿಧ ಸಮಿತಿಗಳನ್ನು ರಚಿಸಲು ತೀರ್ಮಾನಿಸಲಾಯಿತು. ಸದಸ್ಯರು ತಮ್ಮ ಸಲಹೆಗಳನ್ನು ನೀಡಿದರು. ಸಂಸ್ಥೆಯ ಹಿರಿಯ ಸದಸ್ಯರನ್ನು ಗೌರವಿಸಲಾಯಿತು. <box>332 1318 667 1348</box>
gender-story <box>203 806 520 1160</box>
divider <box>30 261 193 262</box>
brief-1 <box>30 659 193 846</box>
quote-icon <box>672 1318 694 1340</box>
forest-rights-headline: ಐಟಿಡಿಪಿ ಕಚೇರಿಯಲ್ಲಿ ಅರಣ್ಯ ಹಕ್ಕು ಕೋಶ <box>593 94 794 112</box>
kota-story <box>30 1168 920 1440</box>
kota-dateline: ಮಂಗಳೂರು: <box>30 1208 62 1217</box>
bantakal-story <box>702 354 920 799</box>
opinion-2-title-line1: ಜೀವನದುದ್ದಕ್ಕೂ <box>78 266 145 281</box>
deaddiction-story <box>203 354 690 799</box>
deaddiction-headline: 40 ಶಿಬಿರಾರ್ಥಿಗಳಿಗೆ ನವಜೀವನ <box>203 379 556 419</box>
forest-rights-story <box>593 92 920 346</box>
opinion-3 <box>30 442 193 599</box>
sticker-photo <box>658 862 920 1022</box>
gender-dateline: ಉಡುಪಿ: <box>203 858 224 867</box>
kota-quote-name: ಶ್ರೀಧರ ಹೊಳ್ಳ, ಅಧ್ಯಕ್ಷ <box>672 1416 725 1425</box>
opinion-3-body: ತುರ್ತು ಪರಿಸ್ಥಿತಿ ವೇಳೆ ಪೊಲೀಸರು ತನಗೆ ಗಂಭೀರ ಏಟು ನೀಡಿದ್ದರು. ದೇಶದ ವಿರೋಧಿಗಳ ಹಾಗೂ ಸರ್ವಾಧಿಕಾರಿ ಸಂಸ್ಥೆಗಳಿಂದ ನಡೆದ ಈ ಕ್ರೂರ ವರ್ತನೆ ಮಾನವೀಯತೆ ಮರೆತಿದ್ದಂತೆ ಇತ್ತು. ಕಾರ್ಯಕರ್ತರನ್ನು ಹುಡುಕಿ ಹುಡುಕಿ ಬಂಧಿಸಿ ಠಾಣೆಗೆ ಕರೆದೊಯ್ದು ಹಿಂಸೆ ನೀಡಲಾಗುತ್ತಿತ್ತು. ಪೊಲೀಸರಿಂದ ಅತ್ಯಂತ ಮಾರಕ ಹೊಡೆತ ತಿಂದ ನೆನಪು ಇನ್ನೂ ಮಾಸಿಲ್ಲ. ರಾಷ್ಟ್ರದ ಪ್ರಜಾಪ್ರಭುತ್ವ ಉಳಿಸುವ ಹೋರಾಟದಲ್ಲಿ ಭಾಗವಹಿಸಿದ ಬಗ್ಗೆ ಹೆಮ್ಮೆಯಿದೆ. <box>30 477 193 548</box>
opinion-1 <box>30 116 193 257</box>
divider <box>203 350 920 351</box>
supporters-box-text: 1937ನೇ ಮದ್ಯವರ್ಜನ ಶಿಬಿರದ ಯಶಸ್ಸಿಗೆ ಮೋಂತಿಮಾರು ಮಂಡಳಿ, ಶ್ರೀ ಕ್ಷೇತ್ರ ಧರ್ಮಸ್ಥಳ ಗ್ರಾಮಾಭಿವೃದ್ಧಿ ಯೋಜನೆ, ಬಿ.ಸಿ.ಟ್ರಸ್ಟ್ ವಿಟ್ಲ ತಾಲೂಕು, ಅಖಿಲ ಕರ್ನಾಟಕ ಜನಜಾಗೃತಿ ವೇದಿಕೆ ಟ್ರಸ್ಟ್ ಬೆಳ್ತಂಗಡಿ, ತಾಲೂಕು ಜನಜಾಗೃತಿ ವೇದಿಕೆ ಬಂಟ್ವಾಳ, ಶ್ರೀ ದುರ್ಗಾಪರಮೇಶ್ವರಿ ದೇವಸ್ಥಾನ ಮೋಂತಿಮಾರು ಮಂಡಳಿ ಸೇರಿದಂತೆ ಹಲವು ಸ್ವಯಂಸೇವಾ ಸಂಘಗಳು ಹಾಗೂ ಸ್ಥಳೀಯ ಸಂಘ ಸಂಸ್ಥೆಗಳು, ನವಜೀವನ ಸಮಿತಿ ಸದಸ್ಯರು, ಪ್ರಗತಿಬಂಧು ಸ್ವಸಹಾಯ ಸಂಘಗಳ ಪದಾಧಿಕಾರಿಗಳು ಸಹಕಾರ ನೀಡಿದ್ದರು. <box>583 459 684 593</box>
kota-photo-left <box>332 1208 497 1312</box>
sticker-text: ಅಂತಾರಾಷ್ಟ್ರೀಯ ಸಹಕಾರ ವರ್ಷ-2025 ಸಲುವಾಗಿ ಕರ್ನಾಟಕ ರಾಜ್ಯ ಸಹಕಾರ ಮಹಾಮಂಡಳದ ಆದೇಶದಂತೆ ಉಡುಪಿ ಜಿಲ್ಲಾ ಸಹಕಾರ ಯೂನಿಯನ್ ಸಹಯೋಗದೊಂದಿಗೆ ಪಡುಬಿದ್ರಿ ಸಿ.ಎ ಸೊಸೈಟಿ ಆಶ್ರಯದಲ್ಲಿ ಪರಿಸರ ಸಂರಕ್ಷಣಾ ಜಾಗೃತಿ ಕಾರ್ಯಕ್ರಮ ನಡೆಯಿತು. ಸ್ಥಳೀಯ ಆಟೋ ರಿಕ್ಷಾಗಳಿಗೆ ಪರಿಸರ ಸಂರಕ್ಷಣಾ ಸಂದೇಶವುಳ್ಳ ಸ್ಟಿಕ್ಕರ್ ಅಳವಡಿಸಲಾಯಿತು. ಸೊಸೈಟಿಯ ಅಧ್ಯಕ್ಷ ವೈ.ಸುಧೀರ್ ಕುಮಾರ್ ಮಾತನಾಡಿ, ಸಮಾಜದ ಪ್ರತಿಯೊಬ್ಬರೂ ಪರಿಸರ ಸಂರಕ್ಷಣೆಯಲ್ಲಿ ಕೈಜೋಡಿಸಬೇಕು. ಗಿಡ ನೆಡುವುದರ ಜೊತೆಗೆ ಪ್ಲಾಸ್ಟಿಕ್ ಬಳಕೆ ಕಡಿಮೆ ಮಾಡುವ ಮೂಲಕ ಮುಂದಿನ ಪೀಳಿಗೆಗೆ ಸ್ವಚ್ಛ ಪರಿಸರ ಉಳಿಸಬೇಕು ಎಂದರು. ಸಂಘದ ನಿರ್ದೇಶಕರು, ಸಿಬ್ಬಂದಿ ವರ್ಗ, ಗ್ರಾಮ ಪಂಚಾಯತ್ ಸದಸ್ಯರು, ರಿಕ್ಷಾ ಚಾಲಕರು ಉಪಸ್ಥಿತರಿದ್ದರು. ಸಹಕಾರ ಸಂಘಗಳು ಸಾಮಾಜಿಕ ಹೊಣೆಗಾರಿಕೆಯ ಭಾಗವಾಗಿ ಇಂತಹ ಕಾರ್ಯಕ್ರಮಗಳನ್ನು ಹಮ್ಮಿಕೊಳ್ಳುತ್ತಿವೆ. ಸೊಸೈಟಿಯ ಮುಖ್ಯ ಕಾರ್ಯನಿರ್ವಹಣಾಧಿಕಾರಿ ಸ್ವಾಗತಿಸಿ, ವಂದಿಸಿದರು. ಕಾರ್ಯಕ್ರಮವನ್ನು ಸಿಬ್ಬಂದಿ ನಿರೂಪಿಸಿದರು. <box>530 862 650 1106</box>
divider <box>30 1163 920 1165</box>
forest-rights-dateline: ಮಡಿಕೇರಿ: <box>593 120 617 129</box>
sticker-kicker: ಪಡುಬಿದ್ರಿ ಸಹಕಾರಿ ವ್ಯವಸಾಯಿಕ ಸೊಸೈಟಿಯ ನೇತೃತ್ವ <box>530 809 764 825</box>
